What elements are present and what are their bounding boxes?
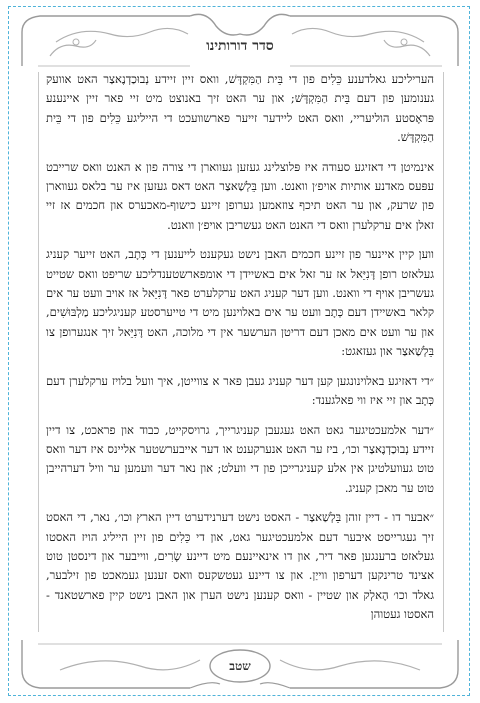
body-text: [46, 70, 434, 635]
paragraph: העריליכע גאלדענע כֵּלִים פון די בֵּית הַמִּקְדָּשׁ, וואס זיין זיידע נְבוּכַדְנֶאצַר האט אוועק גענומען פון דעם בֵּית הַמִּקְדָּשׁ; און ער האט זיך באנוצט מיט זיי פאר זיין איינענע פּראָסטע הוליעריי, וואס האט ליידער זייער פארשוועכט די הייליגע כֵּלִים פון די בֵּית הַמִּקְדָּשׁ.: [46, 72, 434, 145]
page-footer: [20, 640, 460, 692]
paragraph: ״די דאזיגע באלוינונגען קען דער קעניג געבן פאר א צווייטן, איך וועל בלויז ערקלערן דעם כְּתָב און זיי איז ווי פאלגענד:: [46, 373, 434, 408]
paragraph: ווען קיין איינער פון זיינע חכמים האבן נישט געקענט לייענען די כְּתָב, האט זייער קעניג געלאזט רופן דָּנִיֵּאל אז ער זאל אים באשיידן די אומפארשטענדליכע שריפט וואס שטייט געשריבן אויף די וואנט. ווען דער קעניג האט ערקלערט פאר דָּנִיֵּאל אז אויב וועט ער אים קלאר באשיידן דעם כְּתָב וועט ער אים באלוינען מיט די טייערסטע קעניגליכע מַלְבּוּשִׁים, און ער וועט אים מאכן דעם דריטן הערשער אין די מלוכה, האט דָּנִיֵּאל זיך אנגערופן צו בֵּלְשַׁאצַר און געזאגט:: [46, 247, 434, 359]
paragraph: ״אבער דו - דיין זוהן בֵּלְשַׁאצַר - האסט נישט דערנידערט דיין הארץ וכו׳, נאר, די האסט זיך געגרייסט איבער דעם אלמעכטיגער גאט, און די כֵּלִים פון זיין הייליג הויז האסטו געלאזט ברענגען פאר דיר, און דו אינאיינעם מיט דיינע שָׂרִים, ווייבער און דינסטן טוט אצינד טרינקען דערפון ווייַן. און צו דיינע געטשקעס וואס זענען געמאכט פון זילבער, גאלד וכו׳ הֶאלְק און שטיין - וואס קענען נישט הערן און האבן נישט קיין פארשטאנד - האסטו געטוהן: [46, 510, 434, 622]
section-title: סדר דורותינו: [206, 38, 274, 54]
paragraph: אינמיטן די דאזיגע סעודה איז פּלוצלינג געזען געווארן די צורה פון א האנט וואס שרייבט עפּעס מאדנע אותיות אויפ׳ן וואנט. ווען בֵּלְשַׁאצַר האט דאס געזען איז ער בלאס געווארן פון שרעק, און ער האט תיכף צוזאמען גערופן זיינע כישוף-מאכערס און חכמים אז זיי זאלן אים ערקלערן וואס די האנט האט געשריבן אויפ׳ן וואנט.: [46, 159, 434, 232]
paragraph: ״דער אלמעכטיגער גאט האט געגעבן קעניגרייך, גרויסקייט, כבוד און פראכט, צו דיין זיידע נְבוּכַדְנֶאצַר וכו׳, ביז ער האט אנערקענט או דער אייבערשטער אליינס איז דער וואס טוט געוועלטיגן אין אלע קעניגרייכן פון די וועלט; און נאר דער וועמען ער וויל דערהייבן טוט ער מאכן קעניג.: [46, 422, 434, 495]
page-header: [20, 12, 460, 68]
page-number: שטב: [229, 659, 251, 673]
